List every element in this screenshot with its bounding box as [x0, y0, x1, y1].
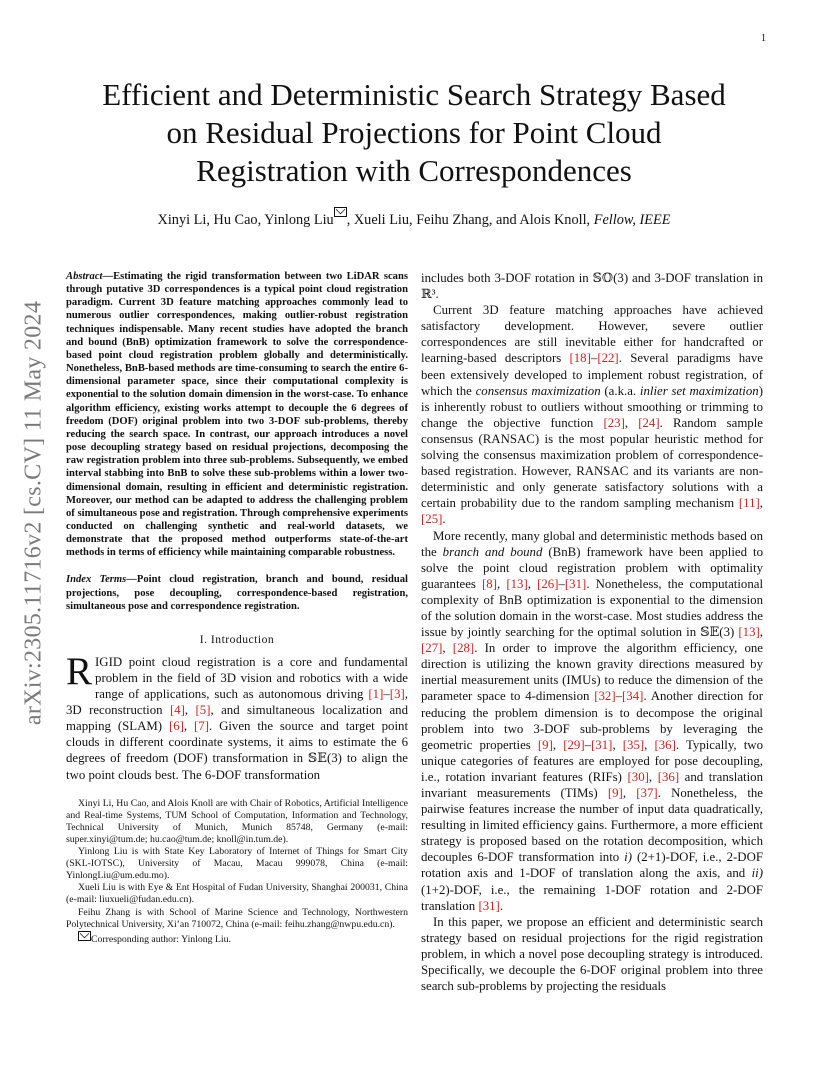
- citation-dash: –: [558, 576, 565, 591]
- citation-link[interactable]: [31]: [478, 898, 500, 913]
- citation-link[interactable]: [1]: [368, 687, 384, 702]
- body-paragraph: In this paper, we propose an efficient and deterministic search strategy based on residual projections for the rigid registration problem, in which a novel pose decoupling strategy is introduced. Specifically, we decouple the 6-DOF original problem into three search sub-problems by projecting the residuals: [421, 914, 763, 994]
- body-text: . In order to improve the algorithm efficiency, one direction is utilizing the known gravity directions measured by inertial measurement units (IMUs) to reduce the dimension of the parameter space to 4-dimension: [421, 641, 764, 704]
- left-column: [66, 270, 408, 946]
- title-line: on Residual Projections for Point Cloud: [166, 115, 662, 150]
- citation-link[interactable]: [13]: [506, 576, 528, 591]
- index-terms: [66, 573, 408, 612]
- body-text: Current 3D feature matching approaches have achieved satisfactory development. However, severe outlier correspondences are still inevitable either for handcrafted or learning-based descriptors: [421, 303, 763, 366]
- body-paragraph: includes both 3-DOF rotation in 𝕊𝕆(3) and 3-DOF translation in ℝ³.: [421, 271, 763, 302]
- body-text: . Typically, two unique categories of features are employed for pose decoupling, i.e., rotation invariant features (RIFs): [421, 737, 764, 784]
- body-text: and translation invariant measurements (TIMs): [421, 769, 763, 800]
- abstract-label: Abstract: [66, 271, 103, 282]
- index-terms-text: —Point cloud registration, branch and bound, residual projections, pose decoupling, correspondence-based registration, simultaneous pose and correspondence registration.: [66, 574, 408, 612]
- body-paragraph: [421, 302, 763, 527]
- citation-dash: –: [615, 689, 623, 704]
- right-column: [421, 270, 763, 994]
- citation-separator: ,: [612, 737, 623, 752]
- body-text: .: [442, 512, 446, 527]
- citation-separator: ,: [622, 786, 637, 800]
- body-text: . Random sample consensus (RANSAC) is the most popular heuristic method for solving the consensus maximization problem of correspondence-based registration. However, RANSAC and its variants are non-deterministic and only generate satisfactory solutions with a certain probability due to the random sampling mechanism: [421, 415, 764, 511]
- citation-separator: ,: [527, 576, 538, 591]
- citation-separator: ,: [552, 737, 564, 752]
- abstract-text: —Estimating the rigid transformation between two LiDAR scans through putative 3D correspondences is a typical point cloud registration paradigm. Current 3D feature matching approaches commonly lead to numerous outlier correspondences, making outlier-robust registration techniques indispensable. Many recent studies have adopted the branch and bound (BnB) optimization framework to solve the correspondence-based point cloud registration problem globally and deterministically. Nonetheless, BnB-based methods are time-consuming to search the entire 6-dimensional parameter space, since their computational complexity is exponential to the solution domain dimension in the worst-case. To enhance algorithm efficiency, existing works attempt to decouple the 6 degrees of freedom (DOF) original problem into two 3-DOF sub-problems, thereby reducing the search space. In contrast, our approach introduces a novel pose decoupling strategy based on residual projections, decomposing the raw registration problem into three sub-problems. Subsequently, we embed interval stabbing into BnB to solve these sub-problems within a lower two-dimensional domain, resulting in efficient and deterministic registration. Moreover, our method can be adapted to address the challenging problem of simultaneous pose and registration. Through comprehensive experiments conducted on challenging synthetic and real-world datasets, we demonstrate that the proposed method outperforms state-of-the-art methods in terms of efficiency while maintaining comparable robustness.: [66, 271, 408, 559]
- citation-separator: ,: [184, 703, 196, 718]
- citation-link[interactable]: [6]: [168, 719, 184, 734]
- citation-link[interactable]: [32]: [594, 689, 616, 704]
- citation-link[interactable]: [24]: [638, 415, 660, 430]
- index-terms-label: Index Terms: [66, 574, 127, 586]
- footnote: Yinlong Liu is with State Key Laboratory of Internet of Things for Smart City (SKL-IOTSC), University of Macau, Macau 999078, China (e-mail: YinlongLiu@um.edu.mo).: [66, 846, 408, 882]
- citation-dash: –: [584, 737, 592, 752]
- body-text: . Nonetheless, the pairwise features increase the number of input data quadratically, resulting in limited efficiency gains. Furthermore, a more efficient strategy is proposed based on the rotation decomposition, which decouples 6-DOF transformation into: [421, 786, 764, 865]
- citation-separator: ,: [759, 496, 763, 511]
- footnote: Xueli Liu is with Eye & Ent Hospital of Fudan University, Shanghai 200031, China (e-mail: liuxueli@fudan.edu.cn).: [66, 882, 408, 906]
- citation-link[interactable]: [28]: [452, 641, 475, 656]
- citation-separator: ,: [442, 641, 453, 656]
- body-text: (BnB) framework have been applied to solve the point cloud registration problem with optimality guarantees: [421, 544, 763, 591]
- abstract: [66, 270, 408, 559]
- emphasis: i): [624, 850, 633, 865]
- citation-dash: –: [590, 351, 598, 366]
- corresponding-author: Corresponding author: Yinlong Liu.: [91, 933, 231, 945]
- body-paragraph: [421, 528, 763, 914]
- citation-separator: ,: [497, 576, 507, 591]
- citation-link[interactable]: [8]: [482, 576, 498, 591]
- body-text: . Another direction for reducing the problem dimension is to decompose the original problem into two 3-DOF sub-problems by leveraging the geometric properties: [421, 689, 763, 752]
- citation-link[interactable]: [27]: [421, 641, 443, 656]
- citation-link[interactable]: [26]: [537, 576, 559, 591]
- authors-text: Xinyi Li, Hu Cao, Yinlong Liu: [157, 211, 334, 228]
- citation-link[interactable]: [31]: [591, 737, 613, 752]
- body-text: More recently, many global and deterministic methods based on the: [421, 528, 763, 559]
- body-text: . Several paradigms have been extensively developed to implement robust registration, of which the: [421, 351, 763, 398]
- citation-link[interactable]: [5]: [195, 703, 211, 718]
- citation-separator: ,: [183, 719, 195, 734]
- citation-link[interactable]: [25]: [421, 512, 443, 527]
- emphasis: ii): [751, 866, 763, 881]
- intro-text: , 3D reconstruction: [66, 687, 408, 718]
- citation-link[interactable]: [31]: [564, 576, 587, 591]
- author-list: [60, 207, 768, 229]
- title-line: Efficient and Deterministic Search Strategy Based: [102, 77, 726, 112]
- citation-separator: ,: [644, 737, 655, 752]
- citation-link[interactable]: [34]: [622, 689, 644, 704]
- citation-link[interactable]: [37]: [636, 786, 658, 800]
- citation-separator: ,: [624, 415, 639, 430]
- body-text: (2+1)-DOF, i.e., 2-DOF rotation axis and 1-DOF of translation along the axis, and: [421, 850, 763, 881]
- citation-link[interactable]: [36]: [657, 769, 680, 784]
- emphasis: branch and bound: [442, 544, 543, 559]
- paper-title: [60, 76, 768, 190]
- citation-link[interactable]: [9]: [607, 786, 623, 800]
- body-text: . Nonetheless, the computational complexity of BnB optimization is exponential to the dimension of the solution domain in the worst-case. Most studies address the issue by jointly searching for the optimal solution in 𝕊𝔼(3): [421, 576, 764, 640]
- intro-text: IGID point cloud registration is a core and fundamental problem in the field of 3D vision and robotics with a wide range of applications, such as autonomous driving: [95, 654, 408, 702]
- citation-link[interactable]: [3]: [389, 687, 405, 702]
- citation-link[interactable]: [7]: [194, 719, 209, 734]
- arxiv-stamp: [20, 263, 47, 763]
- citation-link[interactable]: [35]: [622, 737, 645, 752]
- title-line: Registration with Correspondences: [196, 153, 632, 188]
- intro-text: , and simultaneous localization and mapping (SLAM): [66, 703, 409, 734]
- citation-separator: ,: [648, 769, 658, 784]
- footnote: Feihu Zhang is with School of Marine Science and Technology, Northwestern Polytechnical University, Xi’an 710072, China (e-mail: feihu.zhang@nwpu.edu.cn).: [66, 906, 408, 930]
- body-text: ) is inherently robust to outliers without smoothing or trimming to change the objective function: [421, 383, 763, 430]
- citation-dash: –: [383, 687, 390, 702]
- footnotes: [66, 798, 408, 946]
- body-text: .: [499, 898, 504, 913]
- arxiv-id: arXiv:2305.11716v2 [cs.CV] 11 May 2024: [20, 300, 47, 726]
- envelope-icon: [78, 931, 91, 941]
- drop-cap: R: [66, 649, 93, 693]
- envelope-icon: [334, 207, 347, 217]
- citation-link[interactable]: [23]: [603, 415, 625, 430]
- author-fellow-title: Fellow, IEEE: [593, 211, 671, 228]
- section-heading: I. Introduction: [199, 632, 275, 646]
- citation-link[interactable]: [4]: [169, 703, 185, 718]
- footnote-corresponding: [66, 931, 408, 946]
- citation-separator: ,: [759, 625, 763, 640]
- citation-link[interactable]: [11]: [738, 496, 760, 511]
- citation-link[interactable]: [18]: [569, 351, 591, 366]
- citation-link[interactable]: [29]: [563, 737, 585, 752]
- citation-link[interactable]: [30]: [627, 769, 649, 784]
- body-text: (1+2)-DOF, i.e., the remaining 1-DOF rotation and 2-DOF translation: [421, 882, 763, 913]
- citation-link[interactable]: [13]: [738, 625, 760, 640]
- intro-text: . Given the source and target point clouds in different coordinate systems, it aims to estimate the 6 degrees of freedom (DOF) transformation in 𝕊𝔼(3) to align the two point clouds best. The 6-DOF transformation: [66, 719, 409, 782]
- authors-rest: , Xueli Liu, Feihu Zhang, and Alois Knoll,: [346, 211, 591, 228]
- citation-link[interactable]: [22]: [597, 351, 619, 366]
- intro-paragraph: [66, 649, 409, 783]
- body-text: (a.k.a.: [600, 383, 640, 398]
- footnote: Xinyi Li, Hu Cao, and Alois Knoll are with Chair of Robotics, Artificial Intelligence and Real-time Systems, TUM School of Computation, Information and Technology, Technical University of Munich, Munich 85748, Germany (e-mail: super.xinyi@tum.de; hu.cao@tum.de; knoll@in.tum.de).: [66, 797, 408, 845]
- page-number: 1: [761, 33, 766, 44]
- citation-link[interactable]: [9]: [537, 737, 553, 752]
- citation-link[interactable]: [36]: [654, 737, 676, 752]
- emphasis: inlier set maximization: [639, 383, 759, 398]
- emphasis: consensus maximization: [475, 383, 601, 398]
